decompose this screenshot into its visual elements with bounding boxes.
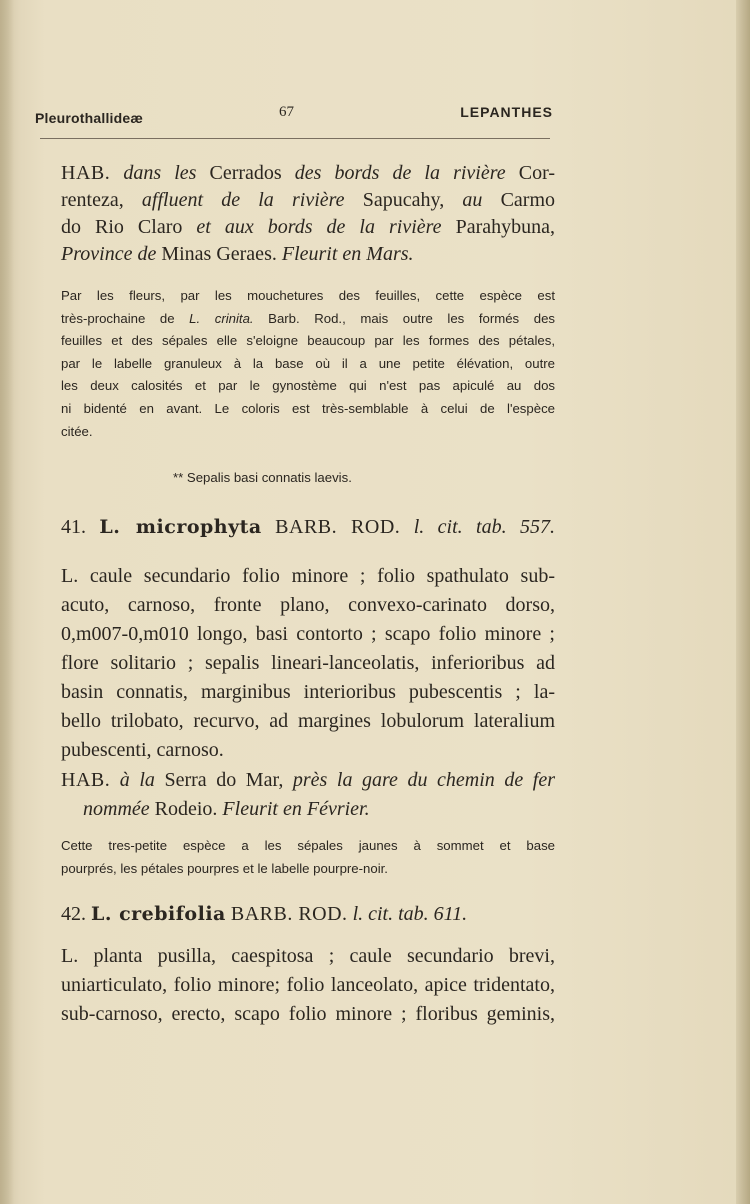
species-author: BARB. ROD. (230, 903, 348, 925)
text-line: uniarticulato, folio minore; folio lanceolato, apice tridentato, (61, 974, 555, 996)
species-name: L. microphyta (99, 516, 262, 538)
text-line: renteza, affluent de la rivière Sapucahy, au Carmo (61, 189, 555, 211)
note-line: feuilles et des sépales elle s'eloigne beaucoup par les formes des pétales, (61, 333, 555, 349)
text-line: HAB. à la Serra do Mar, près la gare du chemin de fer (61, 769, 556, 791)
text-line: Province de Minas Geraes. Fleurit en Mars. (61, 243, 414, 265)
text-line: basin connatis, marginibus interioribus pubescentis ; la- (61, 681, 555, 703)
species-number: 42. (61, 903, 86, 925)
text-line: pubescenti, carnoso. (61, 739, 224, 761)
species-41-habitat (61, 766, 555, 824)
note-paragraph-1 (61, 285, 555, 443)
note-line: Par les fleurs, par les mouchetures des feuilles, cette espèce est (61, 288, 555, 303)
species-reference: l. cit. tab. 611. (352, 903, 468, 925)
species-author: BARB. ROD. (275, 516, 401, 538)
species-41-description (61, 562, 555, 765)
running-header (35, 104, 555, 128)
header-genus-title: LEPANTHES (460, 104, 553, 120)
text-line: sub-carnoso, erecto, scapo folio minore ; floribus geminis, (61, 1003, 555, 1025)
text-line: flore solitario ; sepalis lineari-lanceolatis, inferioribus ad (61, 652, 555, 674)
section-heading: ** Sepalis basi connatis laevis. (173, 470, 352, 485)
text-line: do Rio Claro et aux bords de la rivière Parahybuna, (61, 216, 555, 238)
note-line: Cette tres-petite espèce a les sépales jaunes à sommet et base (61, 838, 555, 853)
species-41-title (61, 514, 555, 541)
text-line: acuto, carnoso, fronte plano, convexo-carinato dorso, (61, 594, 555, 616)
note-line: citée. (61, 423, 93, 439)
text-line: HAB. dans les Cerrados des bords de la rivière Cor- (61, 162, 555, 184)
note-line: les deux calosités et par le gynostème qui n'est pas apiculé au dos (61, 378, 555, 394)
text-line: bello trilobato, recurvo, ad margines lobulorum lateralium (61, 710, 555, 732)
note-line: ni bidenté en avant. Le coloris est très-semblable à celui de l'espèce (61, 400, 555, 416)
text-line: nommée Rodeio. Fleurit en Février. (83, 798, 370, 820)
note-line: très-prochaine de L. crinita. Barb. Rod., mais outre les formés des (61, 310, 555, 326)
species-42-title (61, 901, 555, 928)
header-rule (40, 138, 550, 139)
habitat-paragraph-1 (61, 160, 555, 268)
text-line: 0,m007-0,m010 longo, basi contorto ; scapo folio minore ; (61, 623, 555, 645)
species-number: 41. (61, 516, 86, 538)
species-42-description (61, 942, 555, 1029)
species-41-note (61, 835, 555, 880)
header-section-title: Pleurothallideæ (35, 110, 144, 126)
species-reference: l. cit. tab. 557. (413, 516, 556, 538)
page-number: 67 (279, 104, 294, 120)
page-gutter-shadow (0, 0, 14, 1204)
page-edge (736, 0, 750, 1204)
note-line: pourprés, les pétales pourpres et le labelle pourpre-noir. (61, 860, 388, 876)
note-line: par le labelle granuleux à la base où il a une petite élévation, outre (61, 355, 555, 371)
species-name: L. crebifolia (91, 903, 226, 925)
text-line: L. planta pusilla, caespitosa ; caule secundario brevi, (61, 945, 555, 967)
text-line: L. caule secundario folio minore ; folio spathulato sub- (61, 565, 555, 587)
